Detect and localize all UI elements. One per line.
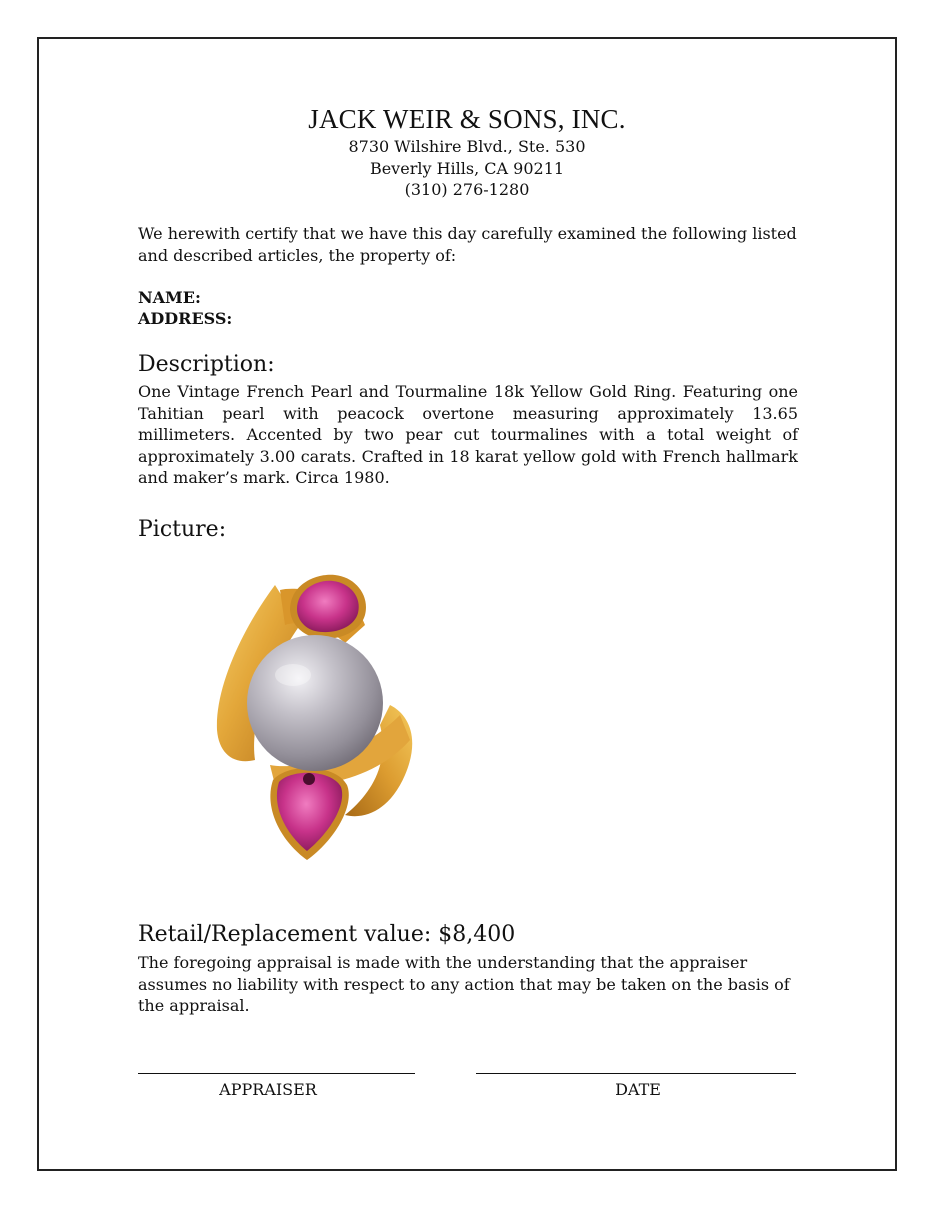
appraiser-label: APPRAISER [219,1080,317,1099]
date-signature-line [476,1073,796,1074]
retail-value [138,922,515,947]
company-phone: (310) 276-1280 [404,180,530,199]
owner-address-label: ADDRESS: [138,309,233,328]
retail-value-label: Retail/Replacement value: [138,922,432,947]
company-address-line2: Beverly Hills, CA 90211 [369,159,565,178]
ring-photo [205,565,430,870]
owner-name-label: NAME: [138,288,201,307]
picture-heading: Picture: [138,517,227,542]
company-name: JACK WEIR & SONS, INC. [308,104,626,134]
appraiser-signature-line [138,1073,415,1074]
certification-statement: We herewith certify that we have this day carefully examined the following listed and described articles, the property of: [138,224,797,265]
description-text: One Vintage French Pearl and Tourmaline 18k Yellow Gold Ring. Featuring one Tahitian pearl with peacock overtone measuring approximately 13.65 millimeters. Accented by two pear cut tourmalines with a total weight of approximately 3.00 carats. Crafted in 18 karat yellow gold with French hallmark and maker’s mark. Circa 1980. [138,382,798,487]
tahitian-pearl [247,635,383,771]
appraisal-disclaimer: The foregoing appraisal is made with the understanding that the appraiser assumes no liability with respect to any action that may be taken on the basis of the appraisal. [138,953,790,1015]
retail-value-amount: $8,400 [438,922,516,947]
date-label: DATE [615,1080,661,1099]
company-address-line1: 8730 Wilshire Blvd., Ste. 530 [348,137,586,156]
description-heading: Description: [138,352,275,377]
